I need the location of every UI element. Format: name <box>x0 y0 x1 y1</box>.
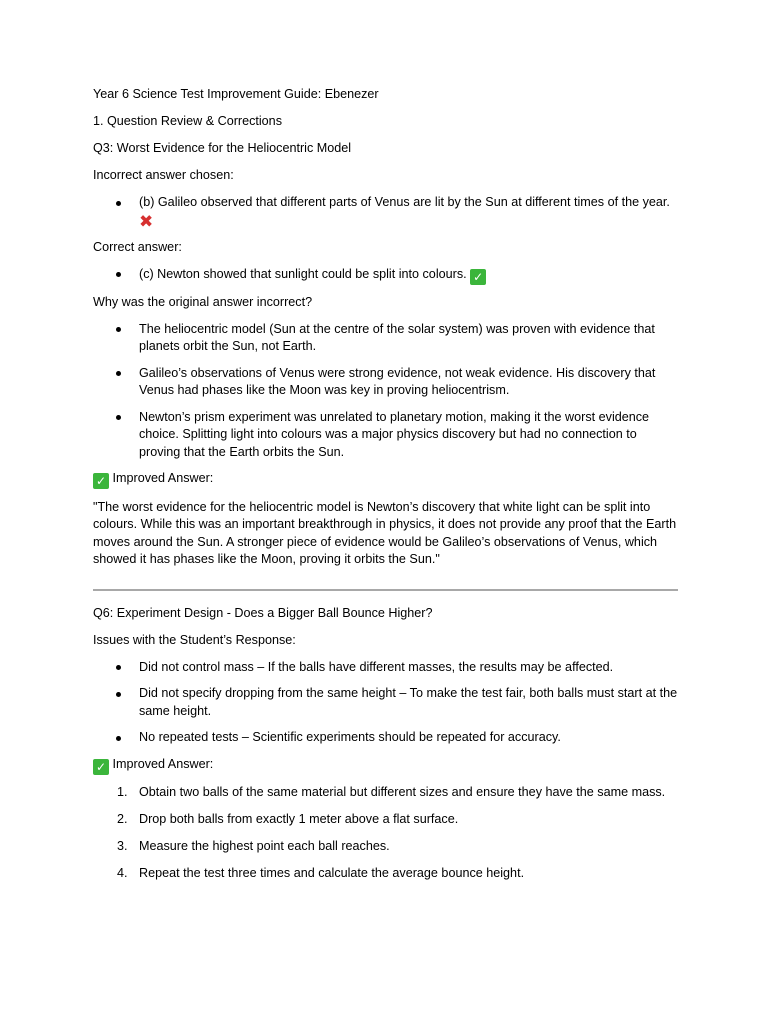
issues-list <box>93 659 678 747</box>
step-text: Repeat the test three times and calculate the average bounce height. <box>139 866 525 880</box>
step-number: 4. <box>117 866 128 880</box>
check-mark-icon: ✓ <box>93 473 109 489</box>
improved-label: Improved Answer: <box>112 756 214 771</box>
correct-label: Correct answer: <box>93 239 182 254</box>
step-number: 3. <box>117 839 128 853</box>
issues-label: Issues with the Student’s Response: <box>93 632 296 647</box>
check-mark-icon: ✓ <box>470 269 486 285</box>
step-number: 1. <box>117 785 128 799</box>
q3-improved-text: "The worst evidence for the heliocentric model is Newton’s discovery that white light can be split into colours. While this was an important breakthrough in physics, it does not provide any proof that the Earth moves around the Sun. A stronger piece of evidence would be Galileo’s observations of Venus, which showed it has phases like the Moon, proving it orbits the Sun." <box>93 499 677 566</box>
document-title: Year 6 Science Test Improvement Guide: Ebenezer <box>93 87 379 101</box>
why-label: Why was the original answer incorrect? <box>93 294 313 309</box>
list-item <box>93 865 678 883</box>
list-item: Did not control mass – If the balls have different masses, the results may be affected. <box>93 659 678 677</box>
reasons-list <box>93 321 678 462</box>
q6-heading: Q6: Experiment Design - Does a Bigger Ball Bounce Higher? <box>93 605 433 620</box>
step-text: Measure the highest point each ball reaches. <box>139 839 390 853</box>
list-item: Galileo’s observations of Venus were strong evidence, not weak evidence. His discovery that Venus had phases like the Moon was key in proving heliocentrism. <box>93 365 678 400</box>
list-item: No repeated tests – Scientific experiments should be repeated for accuracy. <box>93 729 678 747</box>
document-content <box>93 86 678 892</box>
check-mark-icon: ✓ <box>93 759 109 775</box>
incorrect-answer-list <box>93 194 678 230</box>
list-item <box>93 194 678 230</box>
improved-label: Improved Answer: <box>112 471 214 485</box>
step-number: 2. <box>117 812 128 826</box>
list-item <box>93 266 678 285</box>
list-item: Did not specify dropping from the same height – To make the test fair, both balls must start at the same height. <box>93 685 678 720</box>
horizontal-divider <box>93 589 678 591</box>
incorrect-label: Incorrect answer chosen: <box>93 168 234 182</box>
incorrect-answer-text: (b) Galileo observed that different parts of Venus are lit by the Sun at different times of the year. <box>139 195 670 209</box>
list-item: The heliocentric model (Sun at the centre of the solar system) was proven with evidence that planets orbit the Sun, not Earth. <box>93 321 678 356</box>
section-heading: 1. Question Review & Corrections <box>93 114 282 128</box>
list-item: Newton’s prism experiment was unrelated to planetary motion, making it the worst evidence choice. Splitting light into colours was a major physics discovery but had no connection to proving that the Earth orbits the Sun. <box>93 409 678 462</box>
step-text: Drop both balls from exactly 1 meter above a flat surface. <box>139 812 459 826</box>
cross-mark-icon: ✖ <box>139 211 154 231</box>
list-item <box>93 811 678 829</box>
steps-list <box>93 784 678 883</box>
correct-answer-text: (c) Newton showed that sunlight could be split into colours. <box>139 266 467 281</box>
q3-improved-heading <box>93 470 678 489</box>
list-item <box>93 784 678 802</box>
correct-answer-list <box>93 266 678 285</box>
list-item <box>93 838 678 856</box>
step-text: Obtain two balls of the same material but different sizes and ensure they have the same mass. <box>139 785 666 799</box>
q3-heading: Q3: Worst Evidence for the Heliocentric Model <box>93 141 352 155</box>
q6-improved-heading <box>93 756 678 775</box>
